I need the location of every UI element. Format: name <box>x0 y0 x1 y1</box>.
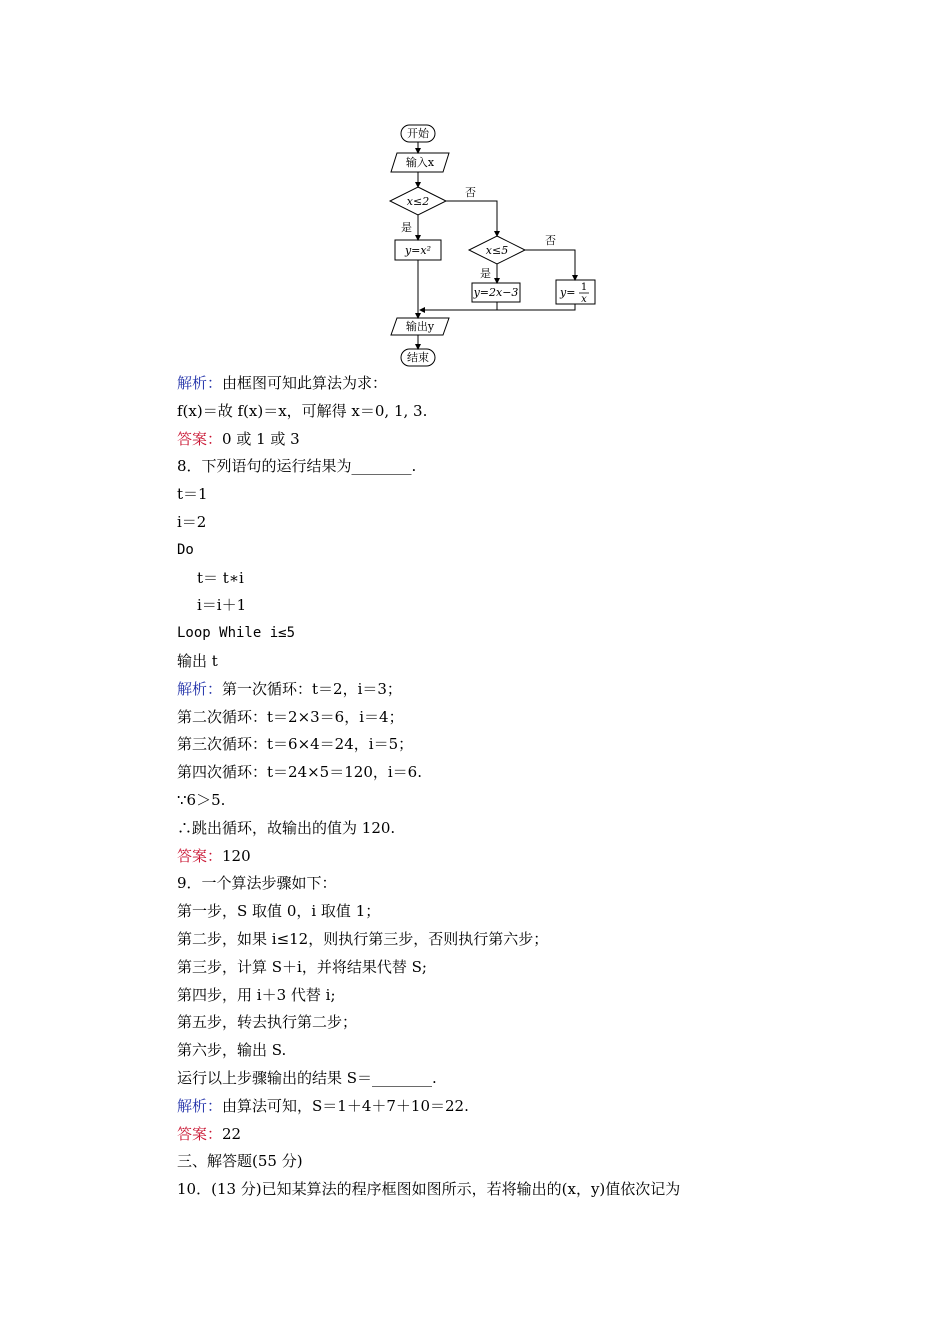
input-label: 输入x <box>405 156 435 169</box>
text-line <box>177 1148 837 1176</box>
line-text: 120 <box>222 846 251 865</box>
output-label: 输出y <box>405 320 435 333</box>
text-line <box>177 843 837 871</box>
box3-lhs: y= <box>560 286 576 299</box>
line-text: 第二次循环：t＝2×3＝6，i＝4； <box>177 707 404 726</box>
yes1-label: 是 <box>401 221 412 234</box>
line-text: 第六步，输出 S. <box>177 1041 287 1060</box>
line-text: 由框图可知此算法为求： <box>222 374 388 392</box>
text-line <box>177 398 837 426</box>
line-text: 第一步，S 取值 0，i 取值 1； <box>177 902 381 921</box>
text-line <box>177 676 837 704</box>
line-text: i＝2 <box>177 512 207 531</box>
text-line <box>177 648 837 676</box>
line-text: 第五步，转去执行第二步； <box>177 1013 358 1032</box>
end-label: 结束 <box>407 351 429 364</box>
answer-label: 答案： <box>177 429 223 448</box>
line-text: 输出 t <box>177 651 218 670</box>
answer-label: 答案： <box>177 846 223 865</box>
text-line <box>177 731 837 759</box>
line-text: ∴跳出循环，故输出的值为 120. <box>177 818 396 837</box>
box3-den: x <box>581 294 587 305</box>
line-text: 10．(13 分)已知某算法的程序框图如图所示，若将输出的(x，y)值依次记为 <box>177 1180 681 1199</box>
cond2-label: x≤5 <box>485 244 509 257</box>
text-line <box>177 787 837 815</box>
line-text: 9．一个算法步骤如下： <box>177 874 337 893</box>
yes2-label: 是 <box>480 267 491 280</box>
line-text: 运行以上步骤输出的结果 S＝________. <box>177 1068 437 1087</box>
text-line <box>177 1037 837 1065</box>
text-line <box>177 620 837 648</box>
document-body <box>177 370 837 1204</box>
analysis-label: 解析： <box>177 1096 223 1115</box>
analysis-label: 解析： <box>177 679 223 698</box>
line-text: i＝i＋1 <box>197 596 247 615</box>
text-line <box>177 426 837 454</box>
text-line <box>177 1176 837 1204</box>
start-label: 开始 <box>407 127 429 140</box>
text-line <box>177 592 837 620</box>
line-text: 三、解答题(55 分) <box>177 1152 303 1171</box>
answer-label: 答案： <box>177 1124 223 1143</box>
line-text: t＝1 <box>177 485 208 504</box>
line-text: t＝ t∗i <box>197 568 244 587</box>
text-line <box>177 1065 837 1093</box>
text-line <box>177 759 837 787</box>
line-text: 8．下列语句的运行结果为________. <box>177 457 417 476</box>
text-line <box>177 1121 837 1149</box>
box2-label: y=2x−3 <box>473 286 519 299</box>
text-line <box>177 870 837 898</box>
line-text: 由算法可知，S＝1＋4＋7＋10＝22. <box>222 1096 469 1115</box>
no1-label: 否 <box>465 186 476 199</box>
line-text: 22 <box>222 1124 242 1143</box>
text-line <box>177 537 837 565</box>
line-text: Loop While i≤5 <box>177 625 296 642</box>
line-text: 第四次循环：t＝24×5＝120，i＝6. <box>177 763 422 782</box>
box1-label: y=x² <box>404 244 432 257</box>
line-text: 0 或 1 或 3 <box>222 429 300 448</box>
line-text: 第四步，用 i＋3 代替 i; <box>177 985 336 1004</box>
text-line <box>177 565 837 593</box>
text-line <box>177 926 837 954</box>
cond1-label: x≤2 <box>406 195 430 208</box>
text-line <box>177 1009 837 1037</box>
analysis-label: 解析： <box>177 374 223 392</box>
text-line <box>177 898 837 926</box>
line-text: Do <box>177 541 194 558</box>
line-text: 第二步，如果 i≤12，则执行第三步，否则执行第六步； <box>177 929 549 948</box>
line-text: ∵6＞5. <box>177 790 226 809</box>
text-line <box>177 704 837 732</box>
text-line <box>177 453 837 481</box>
text-line <box>177 954 837 982</box>
no2-label: 否 <box>545 234 556 247</box>
line-text: 第三次循环：t＝6×4＝24，i＝5； <box>177 735 414 754</box>
line-text: 第三步，计算 S＋i，并将结果代替 S; <box>177 957 427 976</box>
line-text: f(x)＝故 f(x)＝x，可解得 x＝0, 1, 3. <box>177 401 428 420</box>
flowchart <box>385 120 605 370</box>
text-line <box>177 481 837 509</box>
text-line <box>177 982 837 1010</box>
text-line <box>177 509 837 537</box>
box3-num: 1 <box>580 282 588 293</box>
text-line <box>177 815 837 843</box>
text-line <box>177 1093 837 1121</box>
line-text: 第一次循环：t＝2，i＝3； <box>222 679 402 698</box>
text-line <box>177 370 837 398</box>
